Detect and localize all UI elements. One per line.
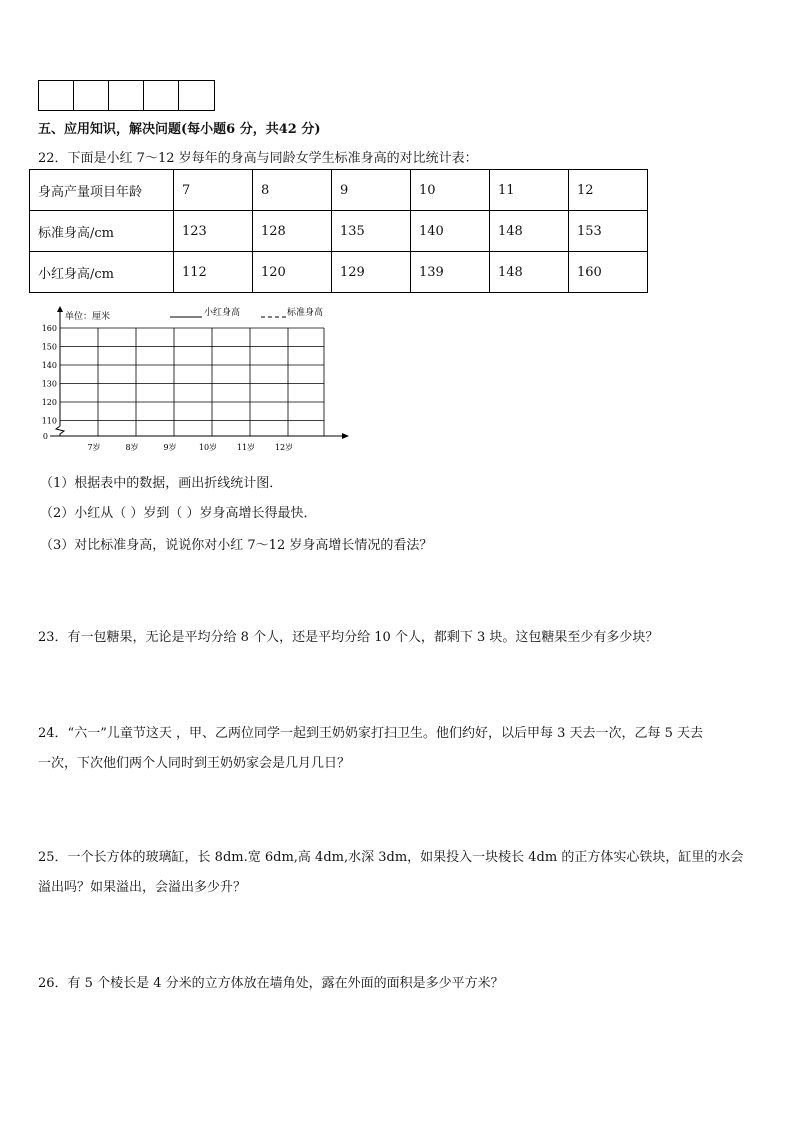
table-row: [30, 170, 648, 211]
table-cell: 128: [253, 211, 332, 252]
table-cell: 148: [490, 252, 569, 293]
height-table: [29, 169, 648, 293]
table-cell: 129: [332, 252, 411, 293]
answer-box[interactable]: [144, 81, 179, 110]
x-tick-label: 7岁: [87, 443, 101, 452]
y-tick-label: 110: [41, 416, 57, 426]
table-cell: 12: [569, 170, 648, 211]
q22-intro: 22．下面是小红 7～12 岁每年的身高与同龄女学生标准身高的对比统计表：: [38, 151, 478, 166]
y-tick-label: 0: [42, 432, 48, 441]
answer-box[interactable]: [74, 81, 109, 110]
table-cell: 112: [174, 252, 253, 293]
table-cell: 148: [490, 211, 569, 252]
table-cell: 小红身高/cm: [30, 252, 174, 293]
x-tick-label: 12岁: [274, 443, 294, 452]
y-tick-label: 150: [41, 342, 57, 352]
table-cell: 标准身高/cm: [30, 211, 174, 252]
height-line-chart[interactable]: [33, 303, 353, 453]
answer-box[interactable]: [109, 81, 144, 110]
q24-line1: 24．“六一”儿童节这天 ，甲、乙两位同学一起到王奶奶家打扫卫生。他们约好，以后甲每 3 天去一次，乙每 5 天去: [38, 726, 704, 741]
q26-text: 26．有 5 个棱长是 4 分米的立方体放在墙角处，露在外面的面积是多少平方米？: [38, 976, 504, 991]
y-tick-label: 160: [41, 324, 57, 333]
table-cell: 160: [569, 252, 648, 293]
q25-line1: 25．一个长方体的玻璃缸，长 8dm.宽 6dm,高 4dm,水深 3dm，如果投入一块棱长 4dm 的正方体实心铁块，缸里的水会: [38, 850, 744, 865]
table-cell: 139: [411, 252, 490, 293]
answer-box[interactable]: [39, 81, 74, 110]
table-cell: 10: [411, 170, 490, 211]
x-tick-label: 10岁: [198, 443, 218, 452]
unit-label: 单位：厘米: [65, 312, 111, 322]
table-cell: 9: [332, 170, 411, 211]
table-row: [30, 211, 648, 252]
table-cell: 7: [174, 170, 253, 211]
x-tick-label: 9岁: [163, 443, 177, 452]
table-cell: 120: [253, 252, 332, 293]
q24-line2: 一次，下次他们两个人同时到王奶奶家会是几月几日？: [38, 756, 351, 771]
q25-line2: 溢出吗？如果溢出，会溢出多少升？: [38, 880, 247, 895]
answer-boxes: [38, 80, 215, 111]
table-row: [30, 252, 648, 293]
y-tick-label: 130: [41, 379, 57, 389]
x-tick-label: 8岁: [125, 443, 139, 452]
x-tick-label: 11岁: [236, 443, 256, 452]
table-cell: 身高产量项目年龄: [30, 170, 174, 211]
y-tick-label: 140: [41, 361, 57, 370]
legend-label: 小红身高: [204, 308, 241, 318]
y-tick-label: 120: [41, 398, 57, 407]
table-cell: 11: [490, 170, 569, 211]
section-heading: 五、应用知识，解决问题(每小题6 分，共42 分): [38, 122, 321, 137]
legend-label: 标准身高: [287, 308, 324, 318]
x-axis-arrow: [342, 433, 349, 439]
table-cell: 123: [174, 211, 253, 252]
q22-sub2: （2）小红从（ ）岁到（ ）岁身高增长得最快．: [40, 506, 317, 521]
answer-box[interactable]: [179, 81, 214, 110]
axis-break: [56, 426, 64, 436]
q22-sub3: （3）对比标准身高，说说你对小红 7～12 岁身高增长情况的看法？: [40, 538, 433, 553]
y-axis-arrow: [57, 306, 63, 312]
table-cell: 8: [253, 170, 332, 211]
table-cell: 140: [411, 211, 490, 252]
q23-text: 23．有一包糖果，无论是平均分给 8 个人，还是平均分给 10 个人，都剩下 3 块。这包糖果至少有多少块？: [38, 630, 659, 645]
q22-sub1: （1）根据表中的数据，画出折线统计图．: [40, 476, 283, 491]
table-cell: 135: [332, 211, 411, 252]
table-cell: 153: [569, 211, 648, 252]
